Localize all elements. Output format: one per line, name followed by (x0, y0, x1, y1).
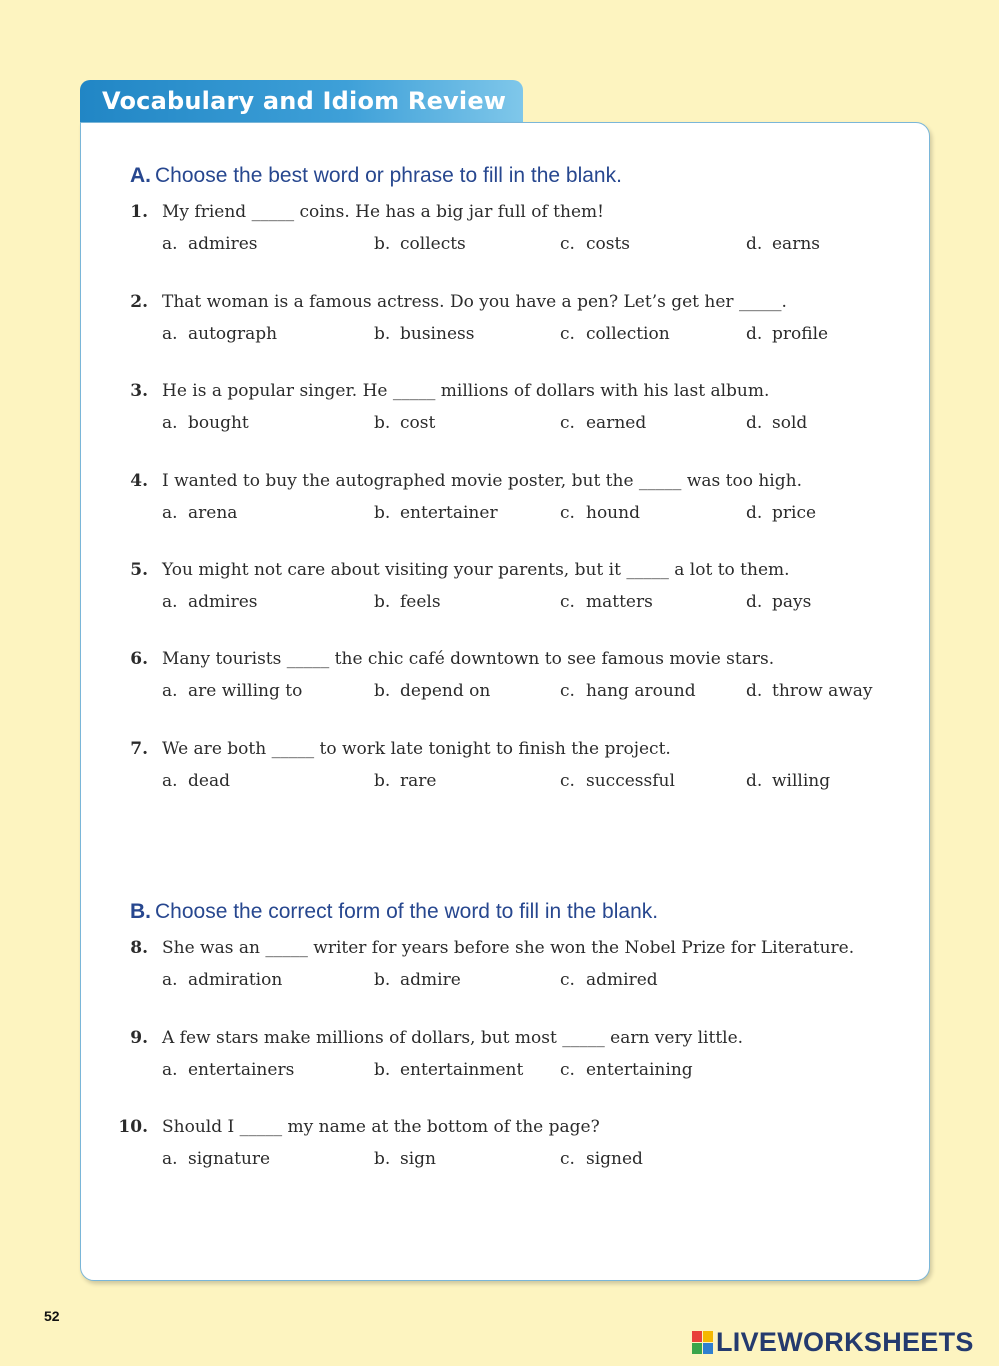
answer-option[interactable] (746, 413, 807, 433)
option-text: matters (586, 592, 653, 612)
option-text: hang around (586, 681, 696, 701)
option-letter: d. (746, 592, 763, 612)
question-number: 4. (130, 471, 148, 491)
option-letter: c. (560, 324, 575, 344)
question-number: 10. (118, 1117, 148, 1137)
answer-option[interactable] (560, 592, 653, 612)
answer-option[interactable] (162, 681, 302, 701)
answer-option[interactable] (746, 503, 816, 523)
option-text: entertainer (400, 503, 498, 523)
question-stem: That woman is a famous actress. Do you have a pen? Let’s get her _____. (162, 292, 787, 312)
answer-option[interactable] (374, 771, 436, 791)
answer-option[interactable] (746, 324, 828, 344)
answer-option[interactable] (746, 234, 820, 254)
option-text: admire (400, 970, 461, 990)
option-letter: b. (374, 592, 391, 612)
question-stem: Should I _____ my name at the bottom of the page? (162, 1117, 600, 1137)
option-letter: a. (162, 503, 178, 523)
logo-mark-icon (692, 1331, 713, 1354)
option-text: sold (772, 413, 808, 433)
question-number: 5. (130, 560, 148, 580)
answer-option[interactable] (560, 681, 696, 701)
answer-option[interactable] (560, 771, 675, 791)
answer-option[interactable] (374, 1060, 523, 1080)
option-letter: a. (162, 771, 178, 791)
option-text: pays (772, 592, 812, 612)
answer-option[interactable] (560, 324, 670, 344)
option-letter: b. (374, 681, 391, 701)
answer-option[interactable] (162, 324, 277, 344)
option-text: price (772, 503, 817, 523)
question-number: 1. (130, 202, 148, 222)
answer-option[interactable] (374, 234, 466, 254)
answer-option[interactable] (162, 592, 258, 612)
page-number: 52 (44, 1308, 60, 1324)
option-letter: a. (162, 970, 178, 990)
option-text: successful (586, 771, 675, 791)
section-title-tab (80, 80, 523, 128)
option-text: cost (400, 413, 436, 433)
answer-option[interactable] (560, 234, 630, 254)
option-letter: c. (560, 592, 575, 612)
answer-options (162, 1060, 922, 1084)
answer-option[interactable] (162, 413, 249, 433)
option-letter: c. (560, 503, 575, 523)
answer-options (162, 234, 922, 258)
section-letter: B. (130, 900, 151, 923)
option-letter: a. (162, 681, 178, 701)
answer-option[interactable] (560, 1060, 693, 1080)
answer-option[interactable] (374, 503, 498, 523)
question-stem: She was an _____ writer for years before she won the Nobel Prize for Literature. (162, 938, 855, 958)
option-text: sign (400, 1149, 436, 1169)
answer-options (162, 970, 922, 994)
option-text: collection (586, 324, 670, 344)
option-text: signed (586, 1149, 643, 1169)
question-stem: Many tourists _____ the chic café downtown to see famous movie stars. (162, 649, 775, 669)
option-text: willing (772, 771, 831, 791)
section-instruction: Choose the best word or phrase to fill in the blank. (155, 164, 622, 187)
option-text: feels (400, 592, 441, 612)
logo-text: LIVEWORKSHEETS (716, 1326, 974, 1357)
answer-option[interactable] (162, 970, 282, 990)
answer-option[interactable] (560, 503, 640, 523)
logo-mark-square (692, 1331, 702, 1342)
option-text: rare (400, 771, 437, 791)
answer-option[interactable] (374, 324, 474, 344)
question-number: 8. (130, 938, 148, 958)
option-text: admiration (188, 970, 283, 990)
answer-option[interactable] (746, 592, 811, 612)
option-letter: d. (746, 771, 763, 791)
option-text: collects (400, 234, 466, 254)
question-number: 9. (130, 1028, 148, 1048)
option-letter: b. (374, 1149, 391, 1169)
answer-option[interactable] (746, 681, 873, 701)
option-text: costs (586, 234, 631, 254)
option-text: autograph (188, 324, 278, 344)
option-letter: a. (162, 1060, 178, 1080)
option-text: entertaining (586, 1060, 693, 1080)
question-number: 3. (130, 381, 148, 401)
option-letter: c. (560, 1060, 575, 1080)
option-letter: a. (162, 413, 178, 433)
answer-option[interactable] (560, 1149, 643, 1169)
answer-option[interactable] (162, 771, 230, 791)
section-a-heading (130, 164, 622, 188)
question-stem: I wanted to buy the autographed movie poster, but the _____ was too high. (162, 471, 802, 491)
answer-option[interactable] (162, 1060, 294, 1080)
option-letter: b. (374, 324, 391, 344)
answer-options (162, 771, 922, 795)
option-letter: d. (746, 234, 763, 254)
option-letter: d. (746, 324, 763, 344)
section-letter: A. (130, 164, 151, 187)
option-letter: c. (560, 970, 575, 990)
option-letter: c. (560, 234, 575, 254)
section-b-heading (130, 900, 658, 924)
answer-option[interactable] (374, 970, 461, 990)
option-text: bought (188, 413, 249, 433)
option-text: entertainment (400, 1060, 524, 1080)
question-stem: We are both _____ to work late tonight to finish the project. (162, 739, 671, 759)
option-text: earned (586, 413, 647, 433)
answer-option[interactable] (374, 592, 441, 612)
question-number: 6. (130, 649, 148, 669)
answer-options (162, 592, 922, 616)
option-text: dead (188, 771, 230, 791)
answer-option[interactable] (162, 503, 237, 523)
option-text: profile (772, 324, 829, 344)
option-letter: d. (746, 503, 763, 523)
answer-option[interactable] (162, 234, 258, 254)
answer-options (162, 413, 922, 437)
question-number: 2. (130, 292, 148, 312)
section-instruction: Choose the correct form of the word to fill in the blank. (155, 900, 659, 923)
question-stem: A few stars make millions of dollars, but most _____ earn very little. (162, 1028, 744, 1048)
liveworksheets-logo (692, 1325, 974, 1359)
question-number: 7. (130, 739, 148, 759)
option-letter: b. (374, 234, 391, 254)
option-letter: c. (560, 413, 575, 433)
option-letter: c. (560, 681, 575, 701)
section-title: Vocabulary and Idiom Review (102, 87, 507, 115)
question-stem: You might not care about visiting your parents, but it _____ a lot to them. (162, 560, 790, 580)
option-text: admires (188, 234, 258, 254)
option-letter: a. (162, 1149, 178, 1169)
option-text: admired (586, 970, 658, 990)
logo-mark-square (703, 1331, 713, 1342)
answer-option[interactable] (746, 771, 830, 791)
option-text: arena (188, 503, 238, 523)
option-letter: d. (746, 681, 763, 701)
option-text: signature (188, 1149, 271, 1169)
option-text: hound (586, 503, 640, 523)
option-letter: a. (162, 324, 178, 344)
answer-option[interactable] (560, 970, 658, 990)
option-text: business (400, 324, 475, 344)
option-letter: c. (560, 771, 575, 791)
option-text: entertainers (188, 1060, 295, 1080)
question-stem: My friend _____ coins. He has a big jar full of them! (162, 202, 604, 222)
answer-options (162, 681, 922, 705)
option-letter: b. (374, 970, 391, 990)
answer-options (162, 1149, 922, 1173)
logo-mark-square (703, 1343, 713, 1354)
option-letter: d. (746, 413, 763, 433)
answer-option[interactable] (162, 1149, 270, 1169)
answer-option[interactable] (374, 681, 490, 701)
option-letter: b. (374, 771, 391, 791)
option-text: earns (772, 234, 820, 254)
option-text: are willing to (188, 681, 303, 701)
answer-option[interactable] (560, 413, 646, 433)
option-letter: b. (374, 1060, 391, 1080)
answer-options (162, 324, 922, 348)
answer-option[interactable] (374, 413, 435, 433)
option-letter: b. (374, 503, 391, 523)
option-letter: a. (162, 592, 178, 612)
answer-options (162, 503, 922, 527)
option-letter: a. (162, 234, 178, 254)
option-text: depend on (400, 681, 491, 701)
option-letter: c. (560, 1149, 575, 1169)
question-stem: He is a popular singer. He _____ millions of dollars with his last album. (162, 381, 770, 401)
answer-option[interactable] (374, 1149, 436, 1169)
option-letter: b. (374, 413, 391, 433)
logo-mark-square (692, 1343, 702, 1354)
option-text: throw away (772, 681, 873, 701)
option-text: admires (188, 592, 258, 612)
